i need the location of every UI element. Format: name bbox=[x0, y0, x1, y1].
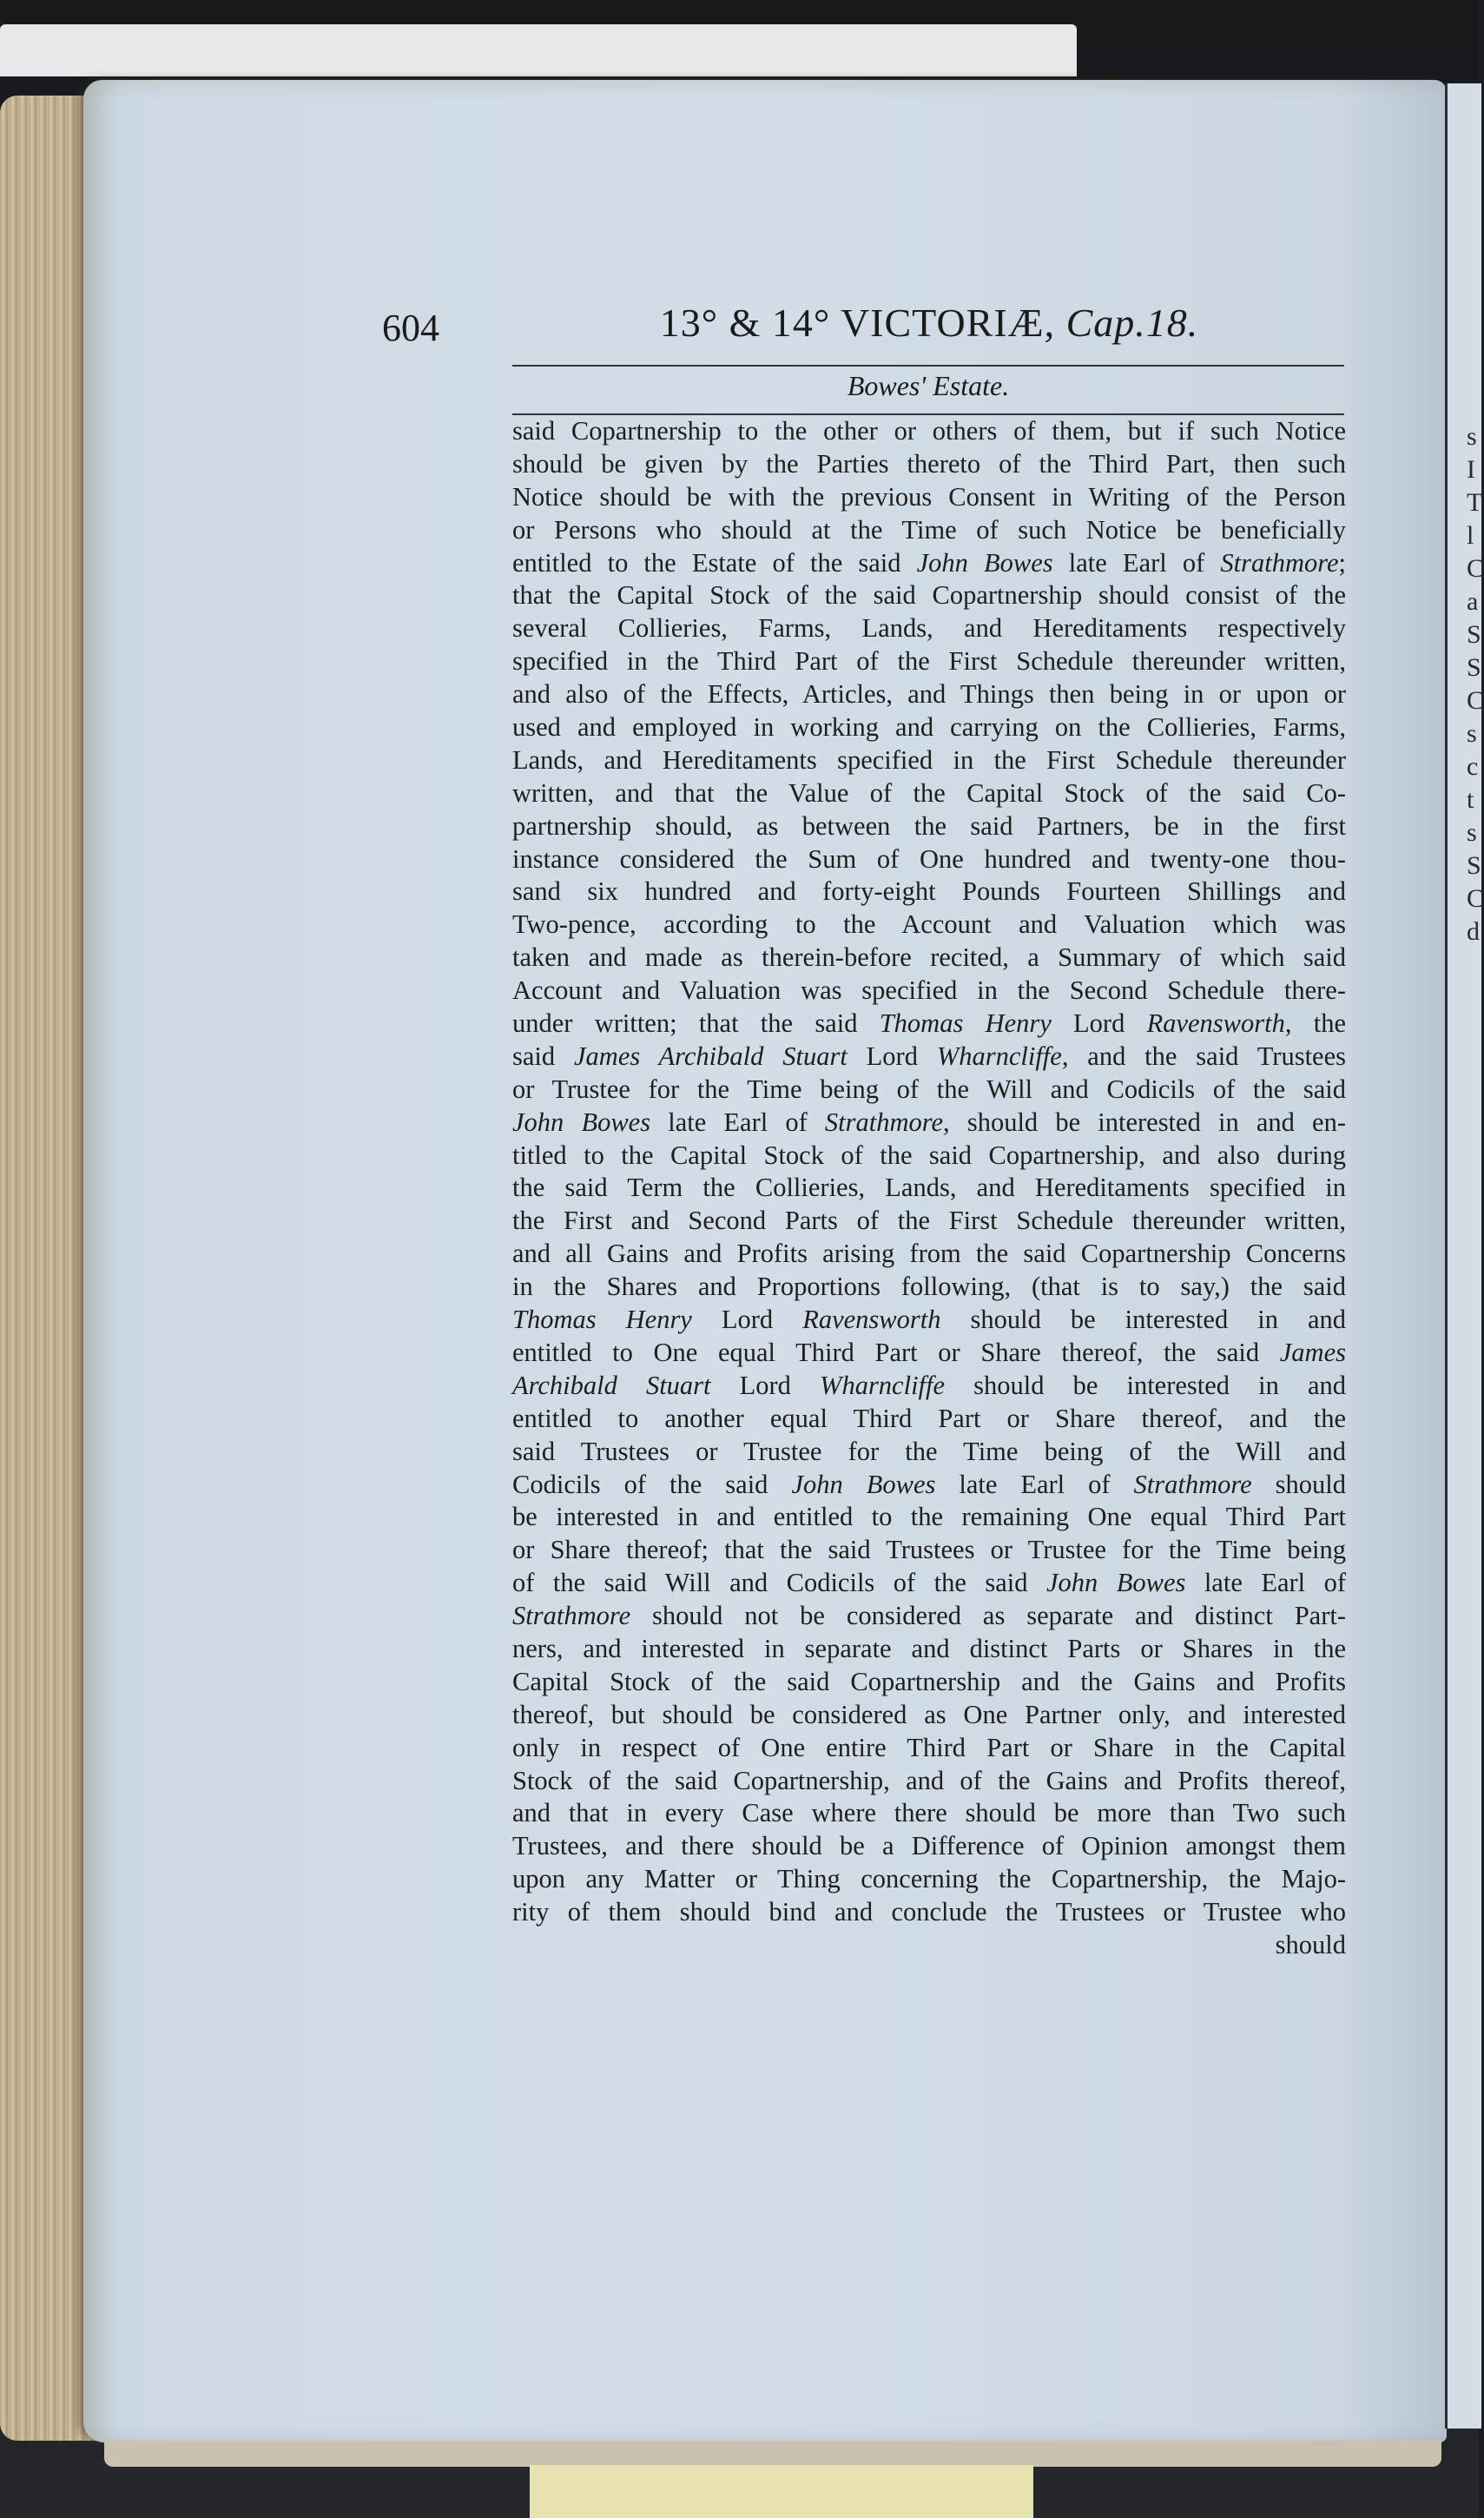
facing-page-glyph: s bbox=[1467, 422, 1477, 451]
text-line: Archibald Stuart Lord Wharncliffe should be interested in and bbox=[512, 1370, 1347, 1400]
facing-page-glyph: C bbox=[1467, 554, 1484, 583]
text-line: and all Gains and Profits arising from the said Copartnership Concerns bbox=[512, 1239, 1346, 1269]
facing-page-glyph: S bbox=[1467, 851, 1481, 880]
text-line: Lands, and Hereditaments specified in the First Schedule thereunder bbox=[512, 744, 1346, 775]
text-line: entitled to another equal Third Part or Share thereof, and the bbox=[512, 1403, 1346, 1433]
text-line: several Collieries, Farms, Lands, and Hereditaments respectively bbox=[512, 613, 1346, 644]
text-line: rity of them should bind and conclude the Trustees or Trustee who bbox=[512, 1897, 1346, 1927]
text-line: Notice should be with the previous Consent in Writing of the Person bbox=[512, 481, 1346, 512]
facing-page-glyph: s bbox=[1467, 719, 1477, 748]
text-line: instance considered the Sum of One hundred and twenty-one thou- bbox=[512, 843, 1346, 874]
facing-page-glyph: d bbox=[1467, 917, 1480, 946]
text-line: Trustees, and there should be a Difference of Opinion amongst them bbox=[512, 1831, 1346, 1861]
facing-page-glyph: c bbox=[1467, 752, 1479, 781]
text-line: Strathmore should not be considered as separate and distinct Part- bbox=[512, 1601, 1346, 1631]
text-line: or Persons who should at the Time of such Notice be beneficially bbox=[512, 514, 1346, 545]
facing-page-glyph: a bbox=[1467, 587, 1479, 616]
text-line: Capital Stock of the said Copartnership and the Gains and Profits bbox=[512, 1666, 1346, 1696]
text-line: and that in every Case where there should be more than Two such bbox=[512, 1798, 1346, 1828]
text-line: upon any Matter or Thing concerning the Copartnership, the Majo- bbox=[512, 1864, 1346, 1894]
text-line: said Copartnership to the other or others of them, but if such Notice bbox=[512, 416, 1346, 446]
text-line: entitled to the Estate of the said John Bowes late Earl of Strathmore; bbox=[512, 547, 1346, 578]
facing-page-glyph: S bbox=[1467, 653, 1481, 682]
chapter-number: Cap.18. bbox=[1065, 301, 1199, 345]
text-line: specified in the Third Part of the First Schedule thereunder written, bbox=[512, 646, 1346, 677]
text-line: Account and Valuation was specified in the Second Schedule there- bbox=[512, 975, 1346, 1006]
text-line: in the Shares and Proportions following, (that is to say,) the said bbox=[512, 1272, 1346, 1302]
text-line: sand six hundred and forty-eight Pounds Fourteen Shillings and bbox=[512, 876, 1346, 907]
act-title: 13° & 14° VICTORIÆ, bbox=[659, 301, 1056, 345]
text-line: thereof, but should be considered as One Partner only, and interested bbox=[512, 1699, 1346, 1729]
text-line: or Share thereof; that the said Trustees or Trustee for the Time being bbox=[512, 1535, 1346, 1565]
facing-page-glyph: s bbox=[1467, 818, 1477, 847]
text-line: or Trustee for the Time being of the Will and Codicils of the said bbox=[512, 1074, 1346, 1104]
text-line: Stock of the said Copartnership, and of the Gains and Profits thereof, bbox=[512, 1765, 1346, 1795]
facing-page-edge bbox=[1445, 83, 1484, 2429]
text-line: partnership should, as between the said Partners, be in the first bbox=[512, 810, 1346, 841]
text-line: of the said Will and Codicils of the said John Bowes late Earl of bbox=[512, 1568, 1346, 1598]
text-line: be interested in and entitled to the remaining One equal Third Part bbox=[512, 1502, 1346, 1532]
running-head bbox=[512, 300, 1346, 346]
text-line: entitled to One equal Third Part or Share thereof, the said James bbox=[512, 1337, 1346, 1367]
facing-page-glyph: t bbox=[1467, 785, 1474, 814]
text-line: should be given by the Parties thereto of the Third Part, then such bbox=[512, 448, 1346, 479]
book-bottom-edge bbox=[104, 2441, 1441, 2467]
text-line: the said Term the Collieries, Lands, and Hereditaments specified in bbox=[512, 1173, 1346, 1203]
text-line: and also of the Effects, Articles, and Things then being in or upon or bbox=[512, 679, 1346, 710]
text-line: said James Archibald Stuart Lord Wharncliffe, and the said Trustees bbox=[512, 1041, 1346, 1071]
facing-page-glyph: C bbox=[1467, 884, 1484, 913]
text-line: said Trustees or Trustee for the Time being of the Will and bbox=[512, 1436, 1346, 1466]
body-text bbox=[512, 415, 1346, 1962]
text-line: taken and made as therein-before recited, a Summary of which said bbox=[512, 942, 1346, 973]
facing-page-glyph: S bbox=[1467, 620, 1481, 649]
text-line: Two-pence, according to the Account and Valuation which was bbox=[512, 909, 1346, 940]
facing-page-glyph: l bbox=[1467, 521, 1474, 550]
header-rule-top bbox=[512, 365, 1344, 367]
text-line: the First and Second Parts of the First Schedule thereunder written, bbox=[512, 1206, 1346, 1236]
facing-page-glyph: C bbox=[1467, 686, 1484, 715]
page-number: 604 bbox=[382, 307, 439, 349]
facing-page-glyph: I bbox=[1467, 455, 1475, 484]
facing-page-glyph: T bbox=[1467, 488, 1483, 517]
text-line: Thomas Henry Lord Ravensworth should be interested in and bbox=[512, 1305, 1346, 1335]
text-line: ners, and interested in separate and distinct Parts or Shares in the bbox=[512, 1633, 1346, 1663]
bottom-label-strip bbox=[530, 2465, 1033, 2518]
underlying-page-strip bbox=[0, 24, 1077, 76]
text-line: John Bowes late Earl of Strathmore, should be interested in and en- bbox=[512, 1107, 1346, 1137]
text-line: under written; that the said Thomas Henry Lord Ravensworth, the bbox=[512, 1008, 1346, 1039]
text-line: that the Capital Stock of the said Copartnership should consist of the bbox=[512, 580, 1346, 611]
text-line: only in respect of One entire Third Part or Share in the Capital bbox=[512, 1732, 1346, 1762]
text-line: used and employed in working and carrying on the Collieries, Farms, bbox=[512, 712, 1346, 743]
text-line: titled to the Capital Stock of the said Copartnership, and also during bbox=[512, 1140, 1346, 1170]
section-subheading: Bowes' Estate. bbox=[847, 370, 1010, 401]
text-line: Codicils of the said John Bowes late Earl of Strathmore should bbox=[512, 1469, 1347, 1499]
text-line: should bbox=[1275, 1929, 1346, 1960]
text-line: written, and that the Value of the Capital Stock of the said Co- bbox=[512, 777, 1346, 808]
